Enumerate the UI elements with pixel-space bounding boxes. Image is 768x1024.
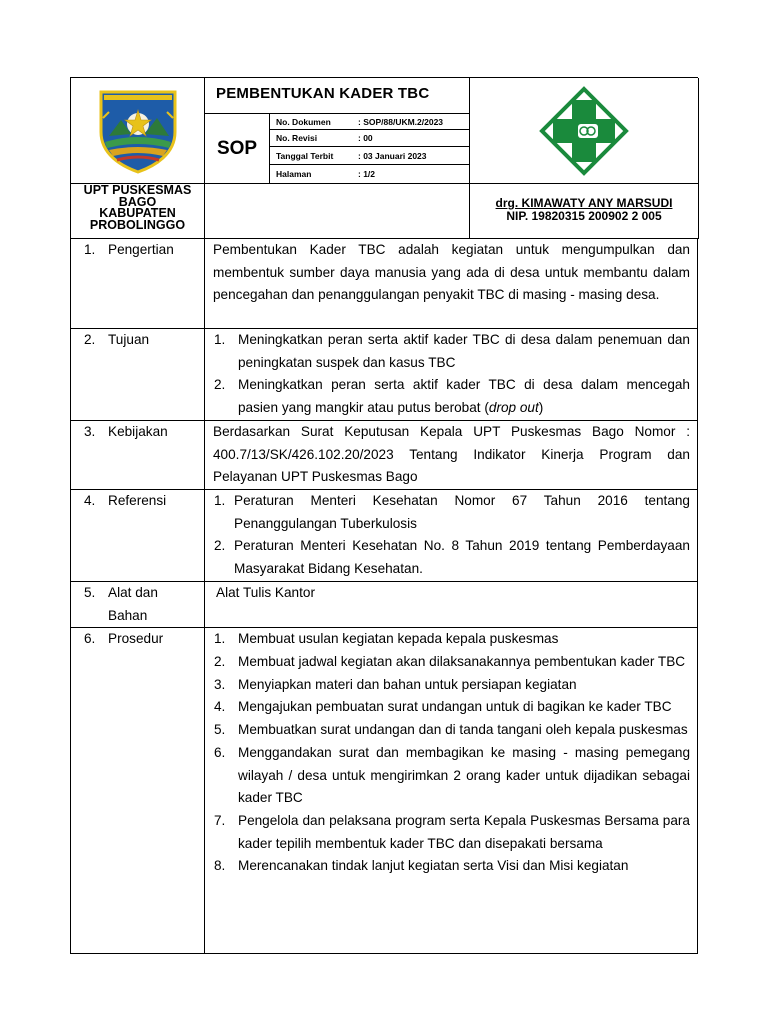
row-alat-bahan: 5. Alat dan Bahan Alat Tulis Kantor <box>71 581 698 627</box>
sop-header <box>70 77 698 238</box>
list-item: 1. Membuat usulan kegiatan kepada kepala puskesmas <box>214 631 559 647</box>
list-item: 6. Menggandakan surat dan membagikan ke masing - masing pemegang wilayah / desa untuk mengirimkan 2 orang kader untuk dijadikan sebagai kader TBC <box>214 744 690 806</box>
section-label: Tujuan <box>108 332 150 347</box>
row-referensi: 4. Referensi 1. Peraturan Menteri Kesehatan Nomor 67 Tahun 2016 tentang Penanggulangan Tuberkulosis 2. Peraturan Menteri Kesehatan No. 8 Tahun 2019 tentang Pemberdayaan Masyarakat Bidang Kesehatan. <box>71 489 698 581</box>
sop-label: SOP <box>205 114 270 184</box>
section-label: Alat dan Bahan <box>108 584 158 623</box>
alat-text: Alat Tulis Kantor <box>216 584 315 600</box>
meta-halaman: Halaman : 1/2 <box>270 165 470 184</box>
list-item: 1. Peraturan Menteri Kesehatan Nomor 67 Tahun 2016 tentang Penanggulangan Tuberkulosis <box>214 492 690 531</box>
signer-block <box>470 184 699 239</box>
list-item: 2. Peraturan Menteri Kesehatan No. 8 Tahun 2019 tentang Pemberdayaan Masyarakat Bidang Kesehatan. <box>214 538 690 577</box>
signer-nip: NIP. 19820315 200902 2 005 <box>506 209 662 223</box>
pengertian-text: Pembentukan Kader TBC adalah kegiatan untuk mengumpulkan dan membentuk sumber daya manusia yang ada di desa untuk membantu dalam pencegahan dan penanggulangan penyakit TBC di masing - masing desa. <box>213 242 690 303</box>
section-label: Pengertian <box>108 242 174 257</box>
meta-no-dokumen: No. Dokumen : SOP/88/UKM.2/2023 <box>270 114 470 130</box>
puskesmas-cross-logo-icon <box>539 86 629 176</box>
list-item: 3. Menyiapkan materi dan bahan untuk persiapan kegiatan <box>214 676 577 692</box>
section-label: Kebijakan <box>108 423 168 439</box>
sop-content-table <box>70 238 698 954</box>
list-item: 4. Mengajukan pembuatan surat undangan untuk di bagikan ke kader TBC <box>214 699 672 715</box>
list-item: 2. Meningkatkan peran serta aktif kader TBC di desa dalam mencegah pasien yang mangkir atau putus berobat (drop out) <box>214 377 690 416</box>
row-tujuan: 2. Tujuan 1. Meningkatkan peran serta aktif kader TBC di desa dalam penemuan dan peningkatan suspek dan kasus TBC 2. Meningkatkan peran serta aktif kader TBC di desa dalam mencegah pasien yang mangkir atau putus berobat (drop out) <box>71 329 698 421</box>
row-prosedur: 6. Prosedur 1. Membuat usulan kegiatan kepada kepala puskesmas 2. Membuat jadwal kegiatan akan dilaksanakannya pembentukan kader TBC 3. Menyiapkan materi dan bahan untuk persiapan kegiatan 4. Mengajukan pembuatan surat undangan untuk di bagikan ke kader TBC 5. Membuatkan surat undangan dan di tanda tangani oleh kepala puskesmas 6. Menggandakan surat dan membagikan ke masing - masing pemegang wilayah / desa untuk mengirimkan 2 orang kader untuk dijadikan sebagai kader TBC 7. Pengelola dan pelaksana program serta Kepala Puskesmas Bersama para kader tepilih membentuk kader TBC dan disepakati bersama 8. Merencanakan tindak lanjut kegiatan serta Visi dan Misi kegiatan <box>71 628 698 954</box>
prosedur-list <box>213 628 690 878</box>
puskesmas-logo-cell <box>470 78 699 184</box>
blank-cell <box>205 184 470 239</box>
document-title: PEMBENTUKAN KADER TBC <box>205 78 470 114</box>
signer-name: drg. KIMAWATY ANY MARSUDI <box>495 196 673 210</box>
list-item: 8. Merencanakan tindak lanjut kegiatan serta Visi dan Misi kegiatan <box>214 858 629 874</box>
row-kebijakan: 3. Kebijakan Berdasarkan Surat Keputusan Kepala UPT Puskesmas Bago Nomor : 400.7/13/SK/426.102.20/2023 Tentang Indikator Kinerja Program dan Pelayanan UPT Puskesmas Bago <box>71 420 698 489</box>
kabupaten-emblem-icon <box>95 88 181 174</box>
section-label: Referensi <box>108 492 167 508</box>
section-label: Prosedur <box>108 631 164 647</box>
row-pengertian: 1. Pengertian Pembentukan Kader TBC adalah kegiatan untuk mengumpulkan dan membentuk sumber daya manusia yang ada di desa untuk membantu dalam pencegahan dan penanggulangan penyakit TBC di masing - masing desa. <box>71 239 698 329</box>
list-item: 1. Meningkatkan peran serta aktif kader TBC di desa dalam penemuan dan peningkatan suspek dan kasus TBC <box>214 332 690 370</box>
org-name: UPT PUSKESMAS BAGO KABUPATEN PROBOLINGGO <box>71 184 205 239</box>
list-item: 7. Pengelola dan pelaksana program serta Kepala Puskesmas Bersama para kader tepilih membentuk kader TBC dan disepakati bersama <box>214 812 690 851</box>
tujuan-list <box>213 329 690 420</box>
logo-cell <box>71 78 205 184</box>
kebijakan-text: Berdasarkan Surat Keputusan Kepala UPT Puskesmas Bago Nomor : 400.7/13/SK/426.102.20/2023 Tentang Indikator Kinerja Program dan Pelayanan UPT Puskesmas Bago <box>213 423 690 485</box>
referensi-list <box>213 490 690 581</box>
meta-tanggal-terbit: Tanggal Terbit : 03 Januari 2023 <box>270 147 470 165</box>
meta-no-revisi: No. Revisi : 00 <box>270 130 470 147</box>
list-item: 2. Membuat jadwal kegiatan akan dilaksanakannya pembentukan kader TBC <box>214 654 686 670</box>
list-item: 5. Membuatkan surat undangan dan di tanda tangani oleh kepala puskesmas <box>214 722 688 738</box>
